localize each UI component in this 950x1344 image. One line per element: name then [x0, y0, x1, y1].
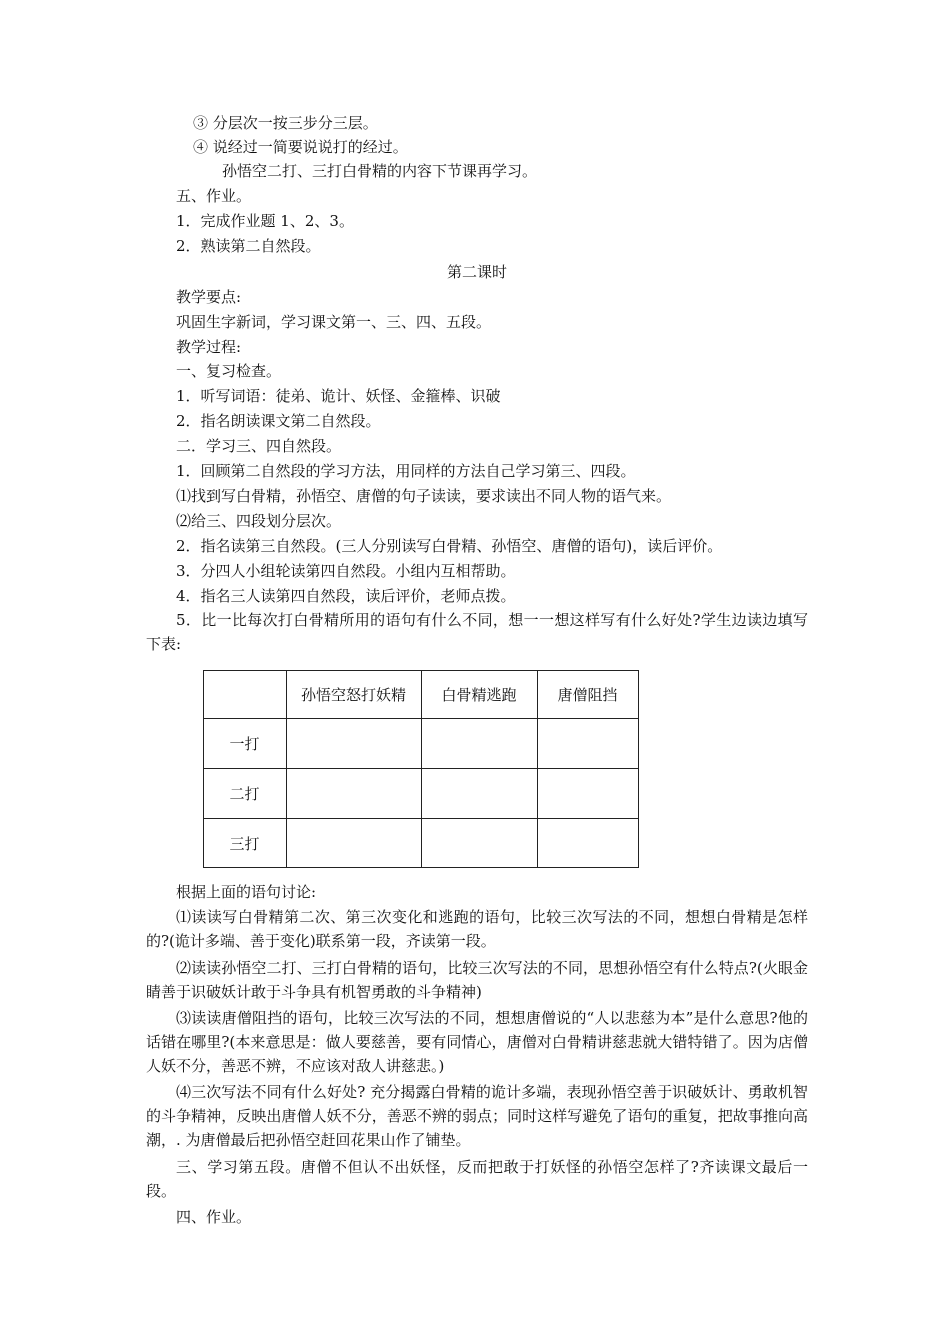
review-item-2: 2．指名朗读课文第二自然段。: [176, 412, 381, 430]
table-row-label: 三打: [229, 835, 260, 853]
study-heading: 二．学习三、四自然段。: [176, 437, 342, 455]
homework-item-2: 2．熟读第二自然段。: [176, 237, 321, 255]
next-lesson-note: 孙悟空二打、三打白骨精的内容下节课再学习。: [222, 162, 538, 180]
study-part-3: 三、学习第五段。唐僧不但认不出妖怪，反而把敢于打妖怪的孙悟空怎样了?齐读课文最后一段。: [146, 1158, 808, 1200]
table-header-cell: 白骨精逃跑: [441, 686, 517, 704]
homework-heading-2: 四、作业。: [176, 1208, 252, 1226]
homework-item-1: 1．完成作业题 1、2、3。: [176, 212, 354, 230]
table-col-divider: [638, 670, 639, 868]
review-item-1: 1．听写词语：徒弟、诡计、妖怪、金箍棒、识破: [176, 387, 501, 405]
study-sub-2: ⑵给三、四段划分层次。: [176, 512, 342, 530]
review-heading: 一、复习检查。: [176, 362, 282, 380]
study-item-5: 5．比一比每次打白骨精所用的语句有什么不同，想一一想这样写有什么好处?学生边读边填写下表:: [146, 611, 808, 653]
teaching-process-heading: 教学过程:: [176, 338, 242, 356]
comparison-table: [203, 670, 639, 868]
table-row-label: 二打: [229, 785, 260, 803]
study-item-2: 2．指名读第三自然段。(三人分别读写白骨精、孙悟空、唐僧的语句)，读后评价。: [176, 537, 723, 555]
homework-heading: 五、作业。: [176, 187, 252, 205]
discussion-item-2: ⑵读读孙悟空二打、三打白骨精的语句，比较三次写法的不同，思想孙悟空有什么特点?(火眼金睛善于识破妖计敢于斗争具有机智勇敢的斗争精神): [146, 959, 808, 1001]
discussion-item-4: ⑷三次写法不同有什么好处? 充分揭露白骨精的诡计多端，表现孙悟空善于识破妖计、勇敢机智的斗争精神，反映出唐僧人妖不分，善恶不辨的弱点；同时这样写避免了语句的重复，把故事推向高潮，. 为唐僧最后把孙悟空赶回花果山作了铺垫。: [146, 1083, 808, 1149]
section-title: 第二课时: [446, 263, 507, 281]
study-sub-1: ⑴找到写白骨精，孙悟空、唐僧的句子读读，要求读出不同人物的语气来。: [176, 487, 672, 505]
table-header-cell: 唐僧阻挡: [557, 686, 618, 704]
discussion-item-1: ⑴读读写白骨精第二次、第三次变化和逃跑的语句，比较三次写法的不同，想想白骨精是怎样的?(诡计多端、善于变化)联系第一段，齐读第一段。: [146, 908, 808, 950]
teaching-points-heading: 教学要点:: [176, 288, 242, 306]
discussion-item-3: ⑶读读唐僧阻挡的语句，比较三次写法的不同，想想唐僧说的“人以悲慈为本”是什么意思?他的话错在哪里?(本来意思是：做人要慈善，要有同情心，唐僧对白骨精讲慈悲就大错特错了。因为店僧人妖不分，善恶不辨，不应该对敌人讲慈悲。): [146, 1009, 808, 1075]
teaching-points-text: 巩固生字新词，学习课文第一、三、四、五段。: [176, 313, 492, 331]
step-3-line: ③ 分层次一按三步分三层。: [193, 114, 378, 132]
study-item-3: 3．分四人小组轮读第四自然段。小组内互相帮助。: [176, 562, 516, 580]
discussion-intro: 根据上面的语句讨论:: [176, 883, 317, 901]
study-item-1: 1．回顾第二自然段的学习方法，用同样的方法自己学习第三、四段。: [176, 462, 636, 480]
study-item-4: 4．指名三人读第四自然段，读后评价，老师点拨。: [176, 587, 516, 605]
table-header-cell: 孙悟空怒打妖精: [300, 686, 406, 704]
step-4-line: ④ 说经过一简要说说打的经过。: [193, 138, 408, 156]
table-row-label: 一打: [229, 735, 260, 753]
